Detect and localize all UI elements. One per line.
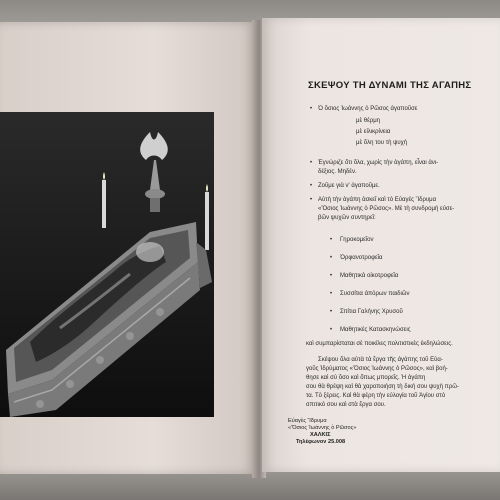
footer-phone: Τηλέφωνον 25.008 bbox=[296, 439, 346, 445]
quote-lead: Ὁ ὅσιος Ἰωάννης ὁ Ρῶσος ἀγαποῦσε bbox=[318, 106, 418, 112]
quote-line: μὲ ὅλη του τὴ ψυχή bbox=[356, 140, 408, 146]
paragraph-line: βῶν ψυχῶν συντηρεῖ: bbox=[318, 215, 376, 221]
footer-city: ΧΑΛΚΙΣ bbox=[310, 432, 331, 438]
bullet-dot-icon: • bbox=[310, 197, 313, 203]
paragraph-line: θησε καὶ σὺ ὅσο καὶ ὅπως μπορεῖς. Ἡ ἀγάπη bbox=[306, 375, 426, 381]
footer-line: «Ὅσιος Ἰωάννης ὁ Ρῶσος» bbox=[288, 425, 357, 431]
paragraph-line: τα. Τὸ ξέρεις. Καὶ θὰ φέρη τὴν εὐλογία τοῦ Ἁγίου στὸ bbox=[306, 393, 446, 399]
candle-left-icon bbox=[102, 180, 106, 228]
footer-line: Εὐαγὲς Ἵδρυμα bbox=[288, 418, 327, 424]
left-page bbox=[0, 22, 256, 474]
bullet-dot-icon: • bbox=[330, 327, 333, 333]
paragraph-line: γοῦς Ἱδρύματος «Ὅσιος Ἰωάννης ὁ Ρῶσος», καὶ βοή- bbox=[306, 366, 448, 372]
bullet-dot-icon: • bbox=[310, 160, 313, 166]
page-title: ΣΚΕΨΟΥ ΤΗ ΔΥΝΑΜΙ ΤΗΣ ΑΓΑΠΗΣ bbox=[308, 80, 472, 91]
paragraph-line: Σκέψου ὅλα αὐτὰ τὰ ἔργα τῆς ἀγάπης τοῦ Εὐα- bbox=[318, 357, 443, 363]
paragraph-line: Ἐγνώριζε ὅτι ὅλα, χωρὶς τὴν ἀγάπη, εἶναι ἀνι- bbox=[318, 160, 439, 166]
bullet-dot-icon: • bbox=[330, 255, 333, 261]
paragraph-line: δέξιος. Μηδέν. bbox=[318, 169, 357, 175]
paragraph-line: Ζοῦμε γιὰ ν' ἀγαποῦμε. bbox=[318, 183, 380, 189]
support-line: καὶ συμπαρίσταται σὲ ποικίλες πολιτιστικὲς ἐκδηλώσεις. bbox=[306, 341, 453, 347]
candle-right-icon bbox=[205, 192, 209, 250]
background-bottom bbox=[0, 470, 500, 500]
bullet-dot-icon: • bbox=[330, 291, 333, 297]
bullet-dot-icon: • bbox=[310, 183, 313, 189]
quote-line: μὲ θέρμη bbox=[356, 118, 381, 124]
paragraph-line: σπιτικό σου καὶ στὰ ἔργα σου. bbox=[306, 402, 386, 408]
reliquary-photo bbox=[0, 112, 214, 417]
bullet-dot-icon: • bbox=[310, 106, 313, 112]
paragraph-line: Αὐτὴ τὴν ἀγάπη ἀσκεῖ καὶ τὸ Εὐαγές Ἵδρυμα bbox=[318, 197, 437, 203]
quote-line: μὲ εἰλικρίνεια bbox=[356, 129, 391, 135]
bullet-dot-icon: • bbox=[330, 309, 333, 315]
paragraph-line: «Ὅσιος Ἰωάννης ὁ Ρῶσος». Μὲ τὴ συνδρομή εὐσε- bbox=[318, 206, 455, 212]
bullet-dot-icon: • bbox=[330, 273, 333, 279]
bullet-dot-icon: • bbox=[330, 237, 333, 243]
paragraph-line: σου θὰ θρέψη καὶ θὰ χαροποιήση τὴ δική σου ψυχὴ πρῶ- bbox=[306, 384, 459, 390]
reliquary-illustration bbox=[0, 112, 214, 417]
